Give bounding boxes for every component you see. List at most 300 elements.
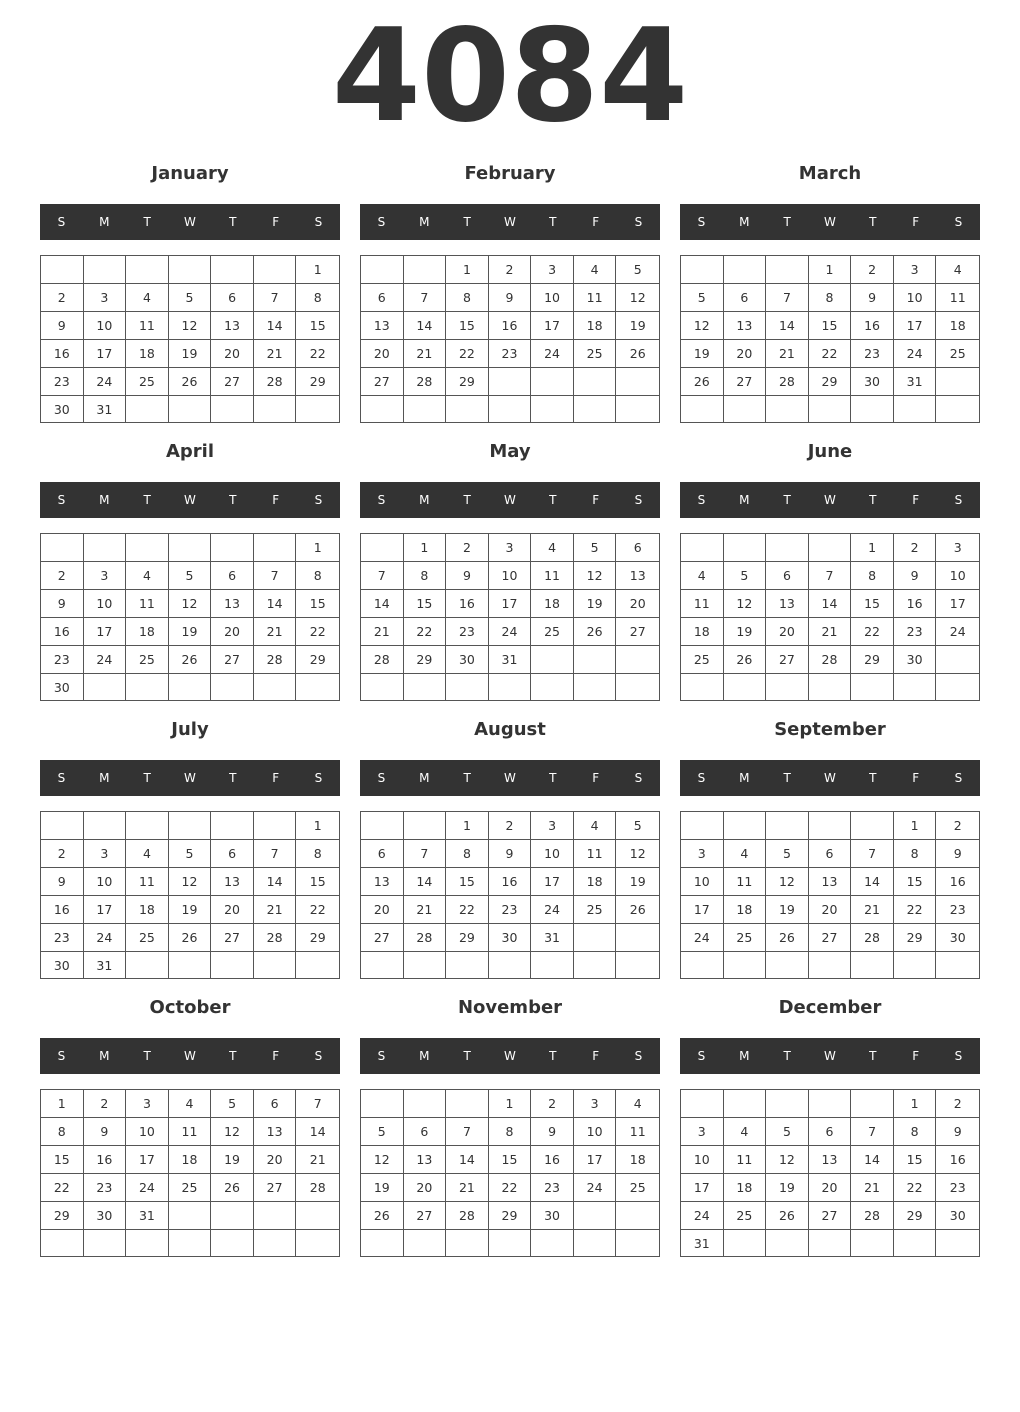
weekday-header [360,482,660,518]
day-cell: 31 [84,396,127,423]
day-cell [211,952,254,979]
day-cell: 13 [211,312,254,340]
day-cell [211,396,254,423]
day-cell [126,534,169,562]
day-cell: 23 [936,1174,979,1202]
weekday-label: F [592,215,600,229]
day-cell [616,952,659,978]
day-cell [724,1230,767,1257]
day-cell: 31 [894,368,937,396]
day-cell [489,952,532,978]
day-cell [681,396,724,422]
day-cell [404,952,447,978]
day-cell [361,952,404,978]
day-cell: 27 [724,368,767,396]
day-cell: 20 [766,618,809,646]
day-cell: 18 [126,340,169,368]
day-cell: 29 [894,924,937,952]
weekday-header [40,482,340,518]
weekday-label: T [783,493,791,507]
day-cell: 31 [531,924,574,952]
day-grid [680,1089,980,1257]
day-cell [446,952,489,978]
day-cell: 16 [894,590,937,618]
day-cell: 28 [404,368,447,396]
day-cell: 30 [41,952,84,979]
weekday-label: S [634,771,643,785]
day-cell: 7 [404,284,447,312]
weekday-label: T [143,215,151,229]
day-cell: 30 [851,368,894,396]
weekday-header [680,204,980,240]
day-cell: 16 [936,868,979,896]
month-name: August [474,719,546,740]
day-cell: 23 [446,618,489,646]
day-cell [126,674,169,701]
day-cell: 30 [41,396,84,423]
day-cell: 7 [809,562,852,590]
day-cell [211,1230,254,1256]
day-cell: 17 [531,868,574,896]
day-cell: 3 [894,256,937,284]
weekday-label: S [377,493,386,507]
day-cell: 5 [361,1118,404,1146]
day-cell: 28 [766,368,809,396]
day-cell: 28 [851,1202,894,1230]
day-cell: 19 [211,1146,254,1174]
weekday-label: T [869,215,877,229]
day-cell [446,396,489,422]
day-cell: 26 [724,646,767,674]
day-cell: 6 [766,562,809,590]
day-cell: 13 [361,312,404,340]
day-cell [851,674,894,700]
day-cell: 29 [296,368,339,396]
weekday-label: M [419,771,430,785]
day-cell: 24 [489,618,532,646]
day-cell: 9 [851,284,894,312]
day-cell: 4 [574,256,617,284]
day-cell: 11 [724,868,767,896]
day-grid [40,255,340,423]
weekday-label: S [697,771,706,785]
day-cell: 15 [41,1146,84,1174]
day-cell: 3 [681,840,724,868]
day-cell [724,812,767,840]
day-cell: 13 [211,590,254,618]
day-cell [681,1090,724,1118]
day-cell [724,534,767,562]
day-cell [531,674,574,700]
day-cell: 20 [404,1174,447,1202]
day-cell: 16 [489,868,532,896]
day-cell [126,812,169,840]
day-cell [894,1230,937,1257]
month-name: November [457,997,563,1018]
day-cell [169,256,212,284]
day-cell: 13 [766,590,809,618]
day-cell: 3 [936,534,979,562]
day-cell: 11 [681,590,724,618]
day-cell: 25 [126,646,169,674]
day-cell: 18 [126,618,169,646]
day-cell: 23 [531,1174,574,1202]
day-grid [680,533,980,701]
weekday-label: S [634,493,643,507]
day-cell: 1 [851,534,894,562]
weekday-label: W [504,493,516,507]
day-cell: 6 [616,534,659,562]
day-cell: 14 [851,1146,894,1174]
day-cell: 1 [489,1090,532,1118]
day-cell: 13 [254,1118,297,1146]
day-cell [936,368,979,396]
day-cell: 23 [489,896,532,924]
day-cell [404,256,447,284]
day-cell: 2 [894,534,937,562]
day-cell [681,952,724,978]
day-cell: 1 [404,534,447,562]
day-cell: 20 [809,896,852,924]
day-cell [84,674,127,701]
weekday-label: T [463,1049,471,1063]
day-cell [361,1230,404,1256]
day-cell: 9 [446,562,489,590]
day-cell: 12 [574,562,617,590]
day-cell [254,1202,297,1230]
weekday-label: S [954,771,963,785]
day-cell: 28 [446,1202,489,1230]
month-name: February [464,163,556,184]
weekday-label: M [739,493,750,507]
day-cell: 30 [936,924,979,952]
day-cell: 26 [169,368,212,396]
day-cell: 17 [936,590,979,618]
day-cell: 15 [894,868,937,896]
day-cell: 26 [616,340,659,368]
year-title: 4084 [331,2,689,151]
day-cell: 23 [41,368,84,396]
day-cell: 12 [211,1118,254,1146]
day-cell [724,396,767,422]
day-cell: 27 [809,924,852,952]
day-cell: 29 [446,924,489,952]
day-cell [616,368,659,396]
day-cell [361,396,404,422]
day-cell [766,256,809,284]
day-cell: 8 [296,562,339,590]
day-cell [894,396,937,422]
day-cell: 17 [84,896,127,924]
day-cell [211,812,254,840]
day-cell: 21 [404,896,447,924]
day-cell: 9 [936,1118,979,1146]
day-cell: 16 [936,1146,979,1174]
day-cell: 11 [126,590,169,618]
day-cell: 21 [254,896,297,924]
day-cell: 7 [254,840,297,868]
day-cell: 11 [574,284,617,312]
day-grid [680,255,980,423]
weekday-label: T [463,493,471,507]
day-cell: 2 [84,1090,127,1118]
day-cell: 3 [531,812,574,840]
day-cell: 2 [446,534,489,562]
day-cell: 4 [169,1090,212,1118]
weekday-label: S [314,1049,323,1063]
day-cell: 2 [851,256,894,284]
day-cell [894,952,937,978]
day-cell: 12 [724,590,767,618]
day-cell: 5 [616,812,659,840]
day-cell: 31 [126,1202,169,1230]
day-cell: 25 [126,368,169,396]
weekday-label: S [57,215,66,229]
day-cell: 14 [809,590,852,618]
day-cell: 19 [724,618,767,646]
day-grid [40,533,340,701]
day-cell: 9 [84,1118,127,1146]
day-cell: 20 [616,590,659,618]
day-cell: 23 [489,340,532,368]
day-cell: 8 [446,840,489,868]
day-cell: 10 [84,590,127,618]
day-cell [724,256,767,284]
day-cell [211,1202,254,1230]
day-cell [404,396,447,422]
weekday-label: F [272,493,280,507]
weekday-label: M [739,215,750,229]
day-cell [681,256,724,284]
day-cell: 3 [489,534,532,562]
day-cell [404,674,447,700]
day-cell: 10 [84,868,127,896]
weekday-label: T [143,771,151,785]
weekday-label: S [954,1049,963,1063]
day-cell: 25 [616,1174,659,1202]
day-cell: 22 [296,340,339,368]
day-cell: 20 [211,340,254,368]
day-cell [404,812,447,840]
day-cell: 10 [574,1118,617,1146]
day-cell: 24 [936,618,979,646]
day-cell [254,396,297,423]
weekday-label: M [99,1049,110,1063]
day-cell: 16 [851,312,894,340]
day-cell [489,396,532,422]
day-cell [211,674,254,701]
day-cell: 10 [531,840,574,868]
day-cell: 6 [211,840,254,868]
day-cell: 27 [361,924,404,952]
day-cell: 18 [574,312,617,340]
day-cell: 26 [169,924,212,952]
day-cell: 19 [616,312,659,340]
weekday-label: W [824,215,836,229]
day-cell: 28 [296,1174,339,1202]
weekday-label: W [184,215,196,229]
day-cell: 27 [211,924,254,952]
day-cell [574,1230,617,1256]
day-cell: 21 [809,618,852,646]
day-cell: 20 [211,618,254,646]
weekday-label: S [57,771,66,785]
day-cell: 30 [446,646,489,674]
day-cell: 16 [489,312,532,340]
day-cell [489,674,532,700]
day-cell: 1 [809,256,852,284]
day-cell [126,396,169,423]
day-cell: 29 [809,368,852,396]
day-cell: 28 [254,924,297,952]
day-cell: 5 [766,1118,809,1146]
month-name: December [778,997,882,1018]
day-cell [936,396,979,422]
day-cell [41,812,84,840]
day-cell: 6 [809,840,852,868]
weekday-label: T [229,215,237,229]
day-cell: 2 [936,1090,979,1118]
month-name: March [798,163,862,184]
day-cell: 23 [41,646,84,674]
day-cell: 26 [681,368,724,396]
weekday-label: F [912,215,920,229]
day-cell: 4 [126,284,169,312]
day-cell: 19 [766,1174,809,1202]
day-cell: 12 [616,284,659,312]
day-grid [360,533,660,701]
day-cell: 6 [211,284,254,312]
day-cell: 13 [361,868,404,896]
day-cell [361,256,404,284]
day-cell: 17 [681,1174,724,1202]
weekday-label: S [697,493,706,507]
day-cell: 12 [681,312,724,340]
day-cell: 20 [211,896,254,924]
day-cell: 14 [851,868,894,896]
day-cell [169,952,212,979]
day-cell: 12 [169,312,212,340]
day-cell: 15 [809,312,852,340]
day-cell: 24 [681,1202,724,1230]
day-cell: 25 [169,1174,212,1202]
day-cell: 24 [531,896,574,924]
weekday-label: T [463,771,471,785]
day-cell: 23 [851,340,894,368]
day-cell [616,924,659,952]
weekday-label: T [143,493,151,507]
day-cell: 10 [489,562,532,590]
day-cell: 18 [724,896,767,924]
day-cell [766,534,809,562]
day-cell: 20 [724,340,767,368]
day-cell: 21 [766,340,809,368]
day-cell: 9 [41,312,84,340]
day-cell: 2 [531,1090,574,1118]
day-cell [126,256,169,284]
day-cell [446,1230,489,1256]
weekday-label: T [549,771,557,785]
day-cell: 2 [41,562,84,590]
day-cell: 13 [809,1146,852,1174]
weekday-label: F [912,771,920,785]
day-cell: 11 [936,284,979,312]
day-cell: 4 [724,1118,767,1146]
day-grid [360,1089,660,1257]
day-cell: 8 [851,562,894,590]
weekday-label: W [184,1049,196,1063]
weekday-label: W [504,1049,516,1063]
day-cell: 3 [84,840,127,868]
day-cell: 31 [681,1230,724,1257]
day-cell: 5 [724,562,767,590]
day-cell: 6 [211,562,254,590]
day-cell: 25 [574,896,617,924]
weekday-header [680,760,980,796]
day-cell: 25 [681,646,724,674]
day-cell: 10 [126,1118,169,1146]
day-cell [169,1230,212,1256]
day-cell: 27 [211,646,254,674]
day-cell: 6 [361,840,404,868]
day-cell: 21 [254,340,297,368]
day-cell: 29 [489,1202,532,1230]
weekday-label: S [377,215,386,229]
day-cell [766,812,809,840]
day-cell: 6 [361,284,404,312]
day-cell: 6 [724,284,767,312]
day-cell [851,952,894,978]
day-cell: 4 [531,534,574,562]
day-cell: 5 [766,840,809,868]
day-cell [851,396,894,422]
day-cell: 9 [531,1118,574,1146]
day-cell: 9 [41,868,84,896]
day-cell [361,1090,404,1118]
day-cell: 23 [84,1174,127,1202]
weekday-label: M [419,215,430,229]
day-cell [574,396,617,422]
weekday-label: S [954,493,963,507]
day-cell: 26 [169,646,212,674]
day-cell: 24 [894,340,937,368]
day-cell: 12 [616,840,659,868]
weekday-label: S [697,215,706,229]
weekday-label: S [634,215,643,229]
day-cell [809,674,852,700]
day-cell: 20 [809,1174,852,1202]
weekday-header [40,760,340,796]
day-cell [936,674,979,700]
day-cell [169,1202,212,1230]
weekday-header [680,482,980,518]
day-cell: 14 [446,1146,489,1174]
day-cell [574,368,617,396]
weekday-label: T [229,493,237,507]
weekday-label: S [57,1049,66,1063]
day-cell: 3 [531,256,574,284]
day-cell: 30 [894,646,937,674]
weekday-label: T [549,493,557,507]
weekday-label: T [463,215,471,229]
day-cell: 24 [84,646,127,674]
weekday-label: S [57,493,66,507]
day-cell [809,534,852,562]
day-cell [531,952,574,978]
day-cell: 3 [84,284,127,312]
day-cell: 2 [489,256,532,284]
day-cell: 7 [766,284,809,312]
